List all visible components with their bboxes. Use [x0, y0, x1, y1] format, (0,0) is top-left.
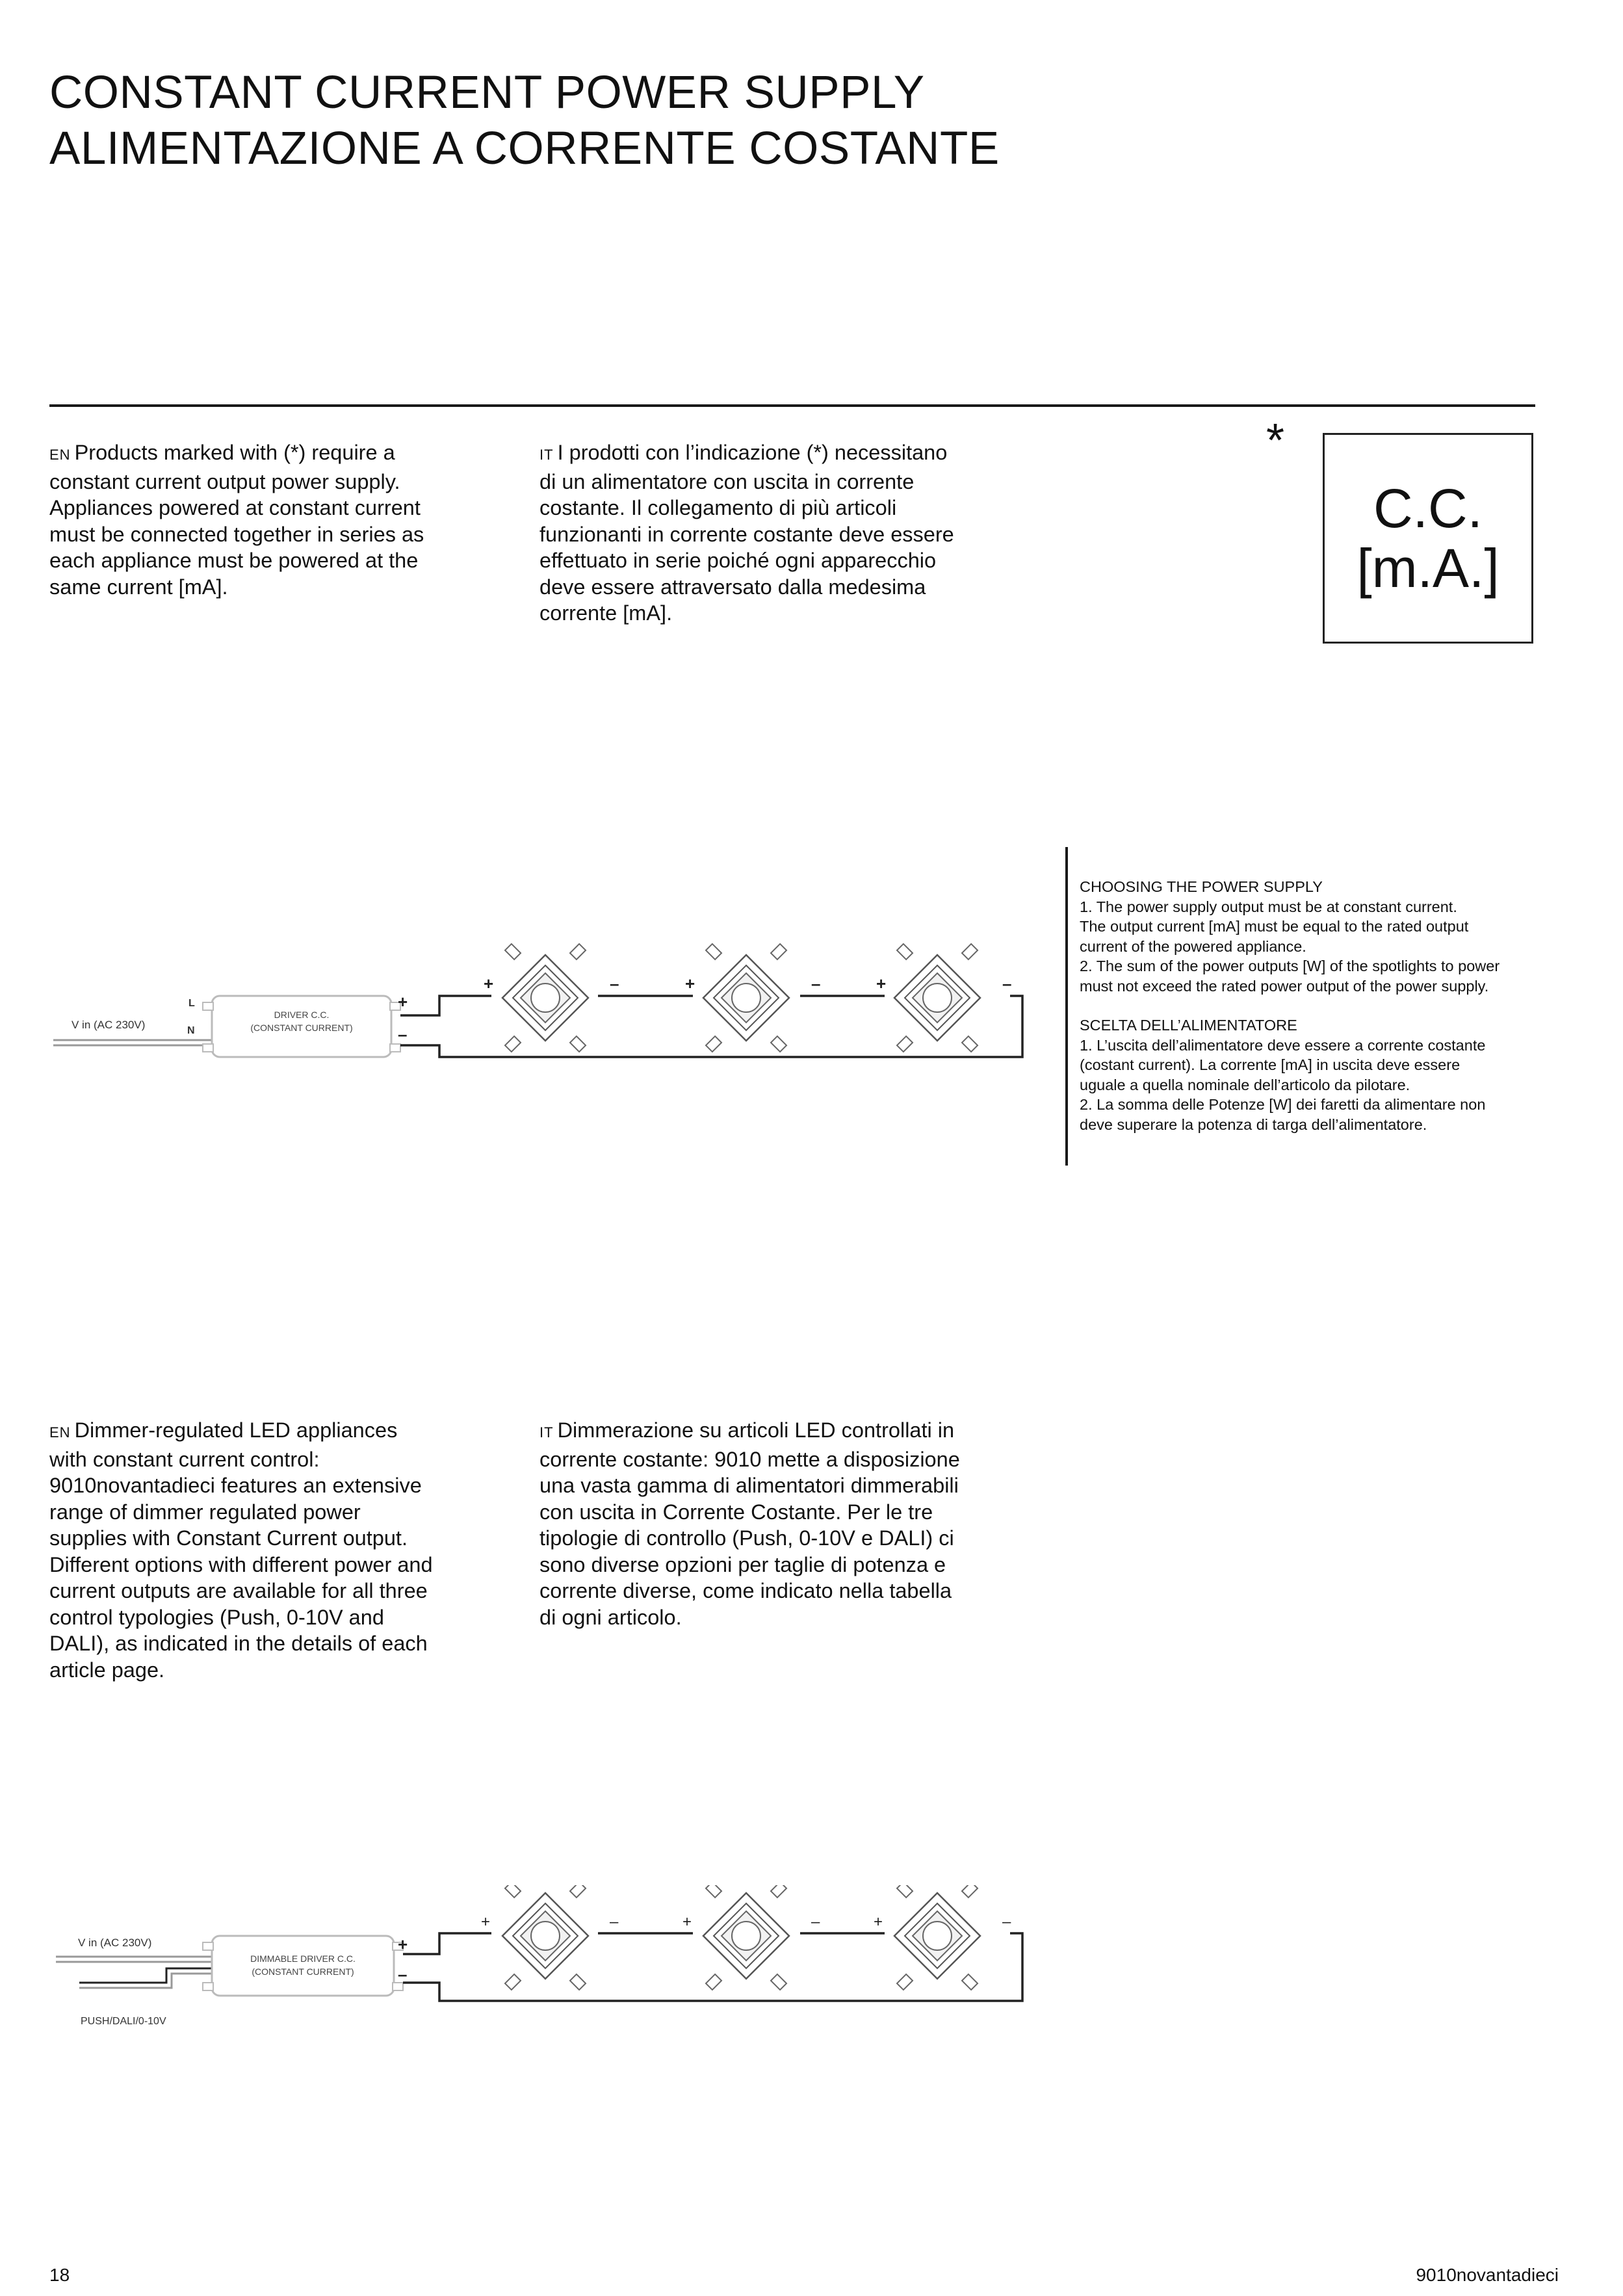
notes-heading-en: CHOOSING THE POWER SUPPLY [1080, 878, 1323, 895]
dimmable-driver-label-1: DIMMABLE DRIVER C.C. [250, 1953, 356, 1964]
notes-line: deve superare la potenza di targa dell’alimentatore. [1080, 1115, 1427, 1133]
notes-line: uguale a quella nominale dell’articolo da pilotare. [1080, 1076, 1410, 1093]
notes-line: 2. La somma delle Potenze [W] dei faretti da alimentare non [1080, 1096, 1486, 1113]
spot-plus: + [682, 1913, 692, 1931]
notes-heading-it: SCELTA DELL’ALIMENTATORE [1080, 1017, 1297, 1034]
notes-line: (costant current). La corrente [mA] in uscita deve essere [1080, 1056, 1461, 1073]
notes-line: The output current [mA] must be equal to the rated output [1080, 918, 1469, 935]
spot-plus: + [481, 1913, 491, 1931]
title-line-it: ALIMENTAZIONE A CORRENTE COSTANTE [49, 123, 1000, 174]
driver-label-1: DRIVER C.C. [274, 1010, 330, 1020]
lang-tag-it: IT [539, 447, 554, 463]
notes-block [1080, 877, 1500, 1134]
spotlight [894, 944, 980, 1052]
notes-line: 2. The sum of the power outputs [W] of the spotlights to power [1080, 958, 1500, 974]
intro-it [539, 439, 1007, 627]
spot-plus: + [685, 974, 695, 993]
notes-line: 1. The power supply output must be at constant current. [1080, 898, 1457, 915]
spot-plus: + [876, 974, 887, 993]
driver-label-2: (CONSTANT CURRENT) [250, 1023, 353, 1033]
page-number: 18 [49, 2265, 70, 2285]
notes-line: current of the powered appliance. [1080, 937, 1306, 955]
spot-minus: – [1002, 974, 1012, 993]
vin-label: V in (AC 230V) [78, 1937, 152, 1949]
live-label: L [188, 998, 195, 1009]
cc-label: C.C. [1373, 478, 1483, 539]
control-label: PUSH/DALI/0-10V [81, 2016, 166, 2027]
spot-plus: + [484, 974, 494, 993]
ma-label: [m.A.] [1357, 538, 1500, 599]
notes-line: 1. L’uscita dell’alimentatore deve essere a corrente costante [1080, 1036, 1486, 1054]
dimmer-en-text: Dimmer-regulated LED appliances with constant current control: 9010novantadieci features an extensive range of dimmer regulated power supplies with Constant Current output. Different options with different power and current outputs are available for all three control typologies (Push, 0-10V and DALI), as indicated in the details of each article page. [49, 1418, 433, 1682]
dimmer-it-text: Dimmerazione su articoli LED controllati in corrente costante: 9010 mette a disposizione una vasta gamma di alimentatori dimmerabili con uscita in Corrente Costante. Per le tre tipologie di controllo (Push, 0-10V e DALI) ci sono diverse opzioni per taglie di potenza e corrente diverse, come indicato nella tabella di ogni articolo. [539, 1418, 960, 1629]
spot-minus: – [610, 1913, 619, 1931]
spot-plus: + [874, 1913, 883, 1931]
output-plus: + [398, 992, 408, 1011]
dimmer-it [539, 1417, 1007, 1630]
intro-it-text: I prodotti con l’indicazione (*) necessitano di un alimentatore con uscita in corrente costante. Il collegamento di più articoli funzionanti in corrente costante deve essere effettuato in serie poiché ogni apparecchio deve essere attraversato dalla medesima corrente [mA]. [539, 441, 954, 625]
wiring-diagram-dimmable-driver [49, 1885, 1037, 2041]
lang-tag-it: IT [539, 1424, 554, 1441]
lang-tag-en: EN [49, 1424, 71, 1441]
cc-symbol-box [1323, 433, 1533, 644]
notes-line: must not exceed the rated power output of the power supply. [1080, 977, 1489, 995]
vin-label: V in (AC 230V) [71, 1019, 146, 1031]
spot-minus: – [610, 974, 619, 993]
dimmer-en [49, 1417, 478, 1683]
output-plus: + [398, 1935, 408, 1954]
spotlight [502, 944, 588, 1052]
spot-minus: – [1002, 1913, 1011, 1931]
footer-brand: 9010novantadieci [1416, 2265, 1559, 2285]
dimmable-driver-box [212, 1936, 394, 1996]
neutral-label: N [187, 1025, 195, 1036]
output-minus: – [398, 1024, 408, 1044]
wiring-diagram-driver [49, 936, 1037, 1079]
notes-divider [1065, 847, 1068, 1166]
lang-tag-en: EN [49, 447, 71, 463]
output-minus: – [398, 1964, 408, 1984]
intro-en-text: Products marked with (*) require a constant current output power supply. Appliances powered at constant current must be connected together in series as each appliance must be powered at the same current [mA]. [49, 441, 424, 599]
asterisk-symbol: * [1266, 415, 1285, 467]
spot-minus: – [811, 974, 821, 993]
spot-minus: – [811, 1913, 820, 1931]
dimmable-driver-label-2: (CONSTANT CURRENT) [252, 1966, 354, 1977]
spotlight [502, 1885, 588, 1990]
title-line-en: CONSTANT CURRENT POWER SUPPLY [49, 67, 925, 118]
title-divider [49, 404, 1535, 407]
page-title [49, 65, 1000, 177]
intro-en [49, 439, 478, 600]
spotlight [894, 1885, 980, 1990]
spotlight [703, 1885, 789, 1990]
spotlight [703, 944, 789, 1052]
